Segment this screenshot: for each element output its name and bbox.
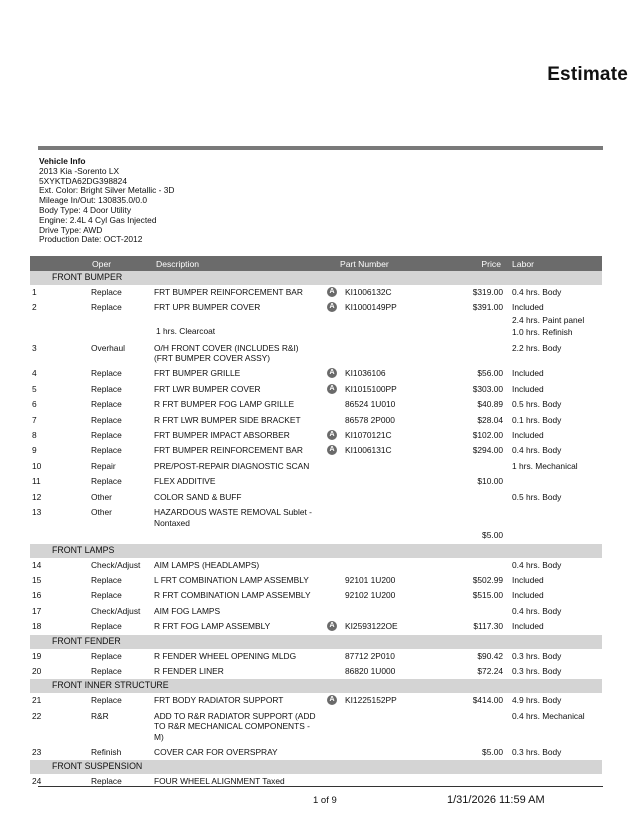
vehicle-mileage: Mileage In/Out: 130835.0/0.0: [39, 195, 148, 206]
operation: Replace: [91, 287, 122, 297]
table-row: [30, 459, 602, 474]
operation: Replace: [91, 445, 122, 456]
table-row: [30, 300, 602, 340]
description: [152, 300, 322, 340]
price: [428, 341, 505, 367]
part-number: KI1070121C: [345, 430, 392, 441]
description: R FRT LWR BUMPER SIDE BRACKET: [154, 414, 301, 425]
page-title: Estimate: [547, 64, 628, 85]
operation: Replace: [91, 776, 122, 787]
table-row: [30, 664, 602, 679]
line-number: 5: [32, 383, 37, 394]
table-row: [30, 774, 602, 789]
column-header-price: Price: [428, 256, 505, 271]
line-number: 3: [32, 342, 37, 353]
line-number: 8: [32, 430, 37, 441]
table-row: [30, 443, 602, 458]
part-number: 92101 1U200: [345, 574, 396, 585]
part-number: 86578 2P000: [345, 414, 395, 425]
line-number: 1: [32, 287, 37, 297]
price: $40.89: [477, 399, 504, 410]
line-number: 2: [32, 302, 37, 313]
line-number: 7: [32, 414, 37, 425]
section-title: FRONT SUSPENSION: [30, 760, 602, 774]
table-row: [30, 745, 602, 760]
table-row: [30, 573, 602, 588]
description: FRT LWR BUMPER COVER: [154, 383, 261, 394]
vehicle-info: [39, 157, 174, 245]
labor: Included: [512, 590, 544, 601]
labor: Included: [512, 368, 544, 379]
alt-part-icon: A: [327, 621, 337, 631]
part-number: KI1015100PP: [345, 383, 397, 394]
section-header: [30, 679, 602, 693]
labor: Included: [512, 574, 544, 585]
operation: Check/Adjust: [91, 559, 141, 570]
price: [428, 709, 505, 745]
table-row: [30, 588, 602, 603]
description: FRT BODY RADIATOR SUPPORT: [154, 695, 284, 706]
alt-part-icon: A: [327, 430, 337, 440]
column-header-description: Description: [152, 256, 322, 271]
part-number: [342, 490, 428, 505]
vehicle-vin: 5XYKTDA62DG398824: [39, 175, 127, 186]
price: [428, 459, 505, 474]
labor: 2.2 hrs. Body: [512, 342, 562, 353]
line-number: 24: [32, 776, 42, 787]
labor: 0.3 hrs. Body: [512, 665, 562, 676]
description: COLOR SAND & BUFF: [154, 491, 242, 502]
table-row: [30, 366, 602, 381]
part-number: [342, 604, 428, 619]
section-title: FRONT INNER STRUCTURE: [30, 679, 602, 693]
description: R FRT COMBINATION LAMP ASSEMBLY: [154, 590, 311, 601]
labor: 0.5 hrs. Body: [512, 491, 562, 502]
operation: Other: [91, 507, 112, 518]
description-subline: 1 hrs. Clearcoat: [156, 325, 216, 336]
labor: 0.5 hrs. Body: [512, 399, 562, 410]
alt-part-icon: A: [327, 695, 337, 705]
alt-part-icon: A: [327, 445, 337, 455]
price: $56.00: [477, 368, 504, 379]
labor: 0.4 hrs. Body: [512, 445, 562, 456]
operation: Replace: [91, 414, 122, 425]
part-number: [342, 709, 428, 745]
price: [428, 490, 505, 505]
line-number: 20: [32, 665, 42, 676]
labor: Included: [512, 621, 544, 632]
part-number: [342, 745, 428, 760]
price: [428, 558, 505, 573]
table-row: [30, 619, 602, 634]
table-row: [30, 505, 602, 543]
print-timestamp: 1/31/2026 11:59 AM: [447, 794, 545, 806]
table-row: [30, 413, 602, 428]
description: FRT BUMPER IMPACT ABSORBER: [154, 430, 290, 441]
line-number: 19: [32, 650, 42, 661]
labor: Included: [512, 383, 544, 394]
labor: [505, 774, 602, 789]
price: $303.00: [472, 383, 504, 394]
line-number: 6: [32, 399, 37, 410]
column-header-labor: Labor: [505, 256, 602, 271]
operation: Replace: [91, 621, 122, 632]
section-title: FRONT FENDER: [30, 635, 602, 649]
operation: R&R: [91, 710, 109, 721]
operation: Replace: [91, 399, 122, 410]
operation: Repair: [91, 460, 116, 471]
labor: 0.3 hrs. Body: [512, 650, 562, 661]
vehicle-drive-type: Drive Type: AWD: [39, 224, 103, 235]
description: PRE/POST-REPAIR DIAGNOSTIC SCAN: [154, 460, 310, 471]
part-number: KI1000149PP: [345, 302, 397, 313]
part-number: [342, 774, 428, 789]
labor: [505, 474, 602, 489]
section-title: FRONT LAMPS: [30, 544, 602, 558]
operation: Replace: [91, 695, 122, 706]
labor: 0.3 hrs. Body: [512, 746, 562, 757]
description: FRT BUMPER REINFORCEMENT BAR: [154, 287, 303, 297]
section-header: [30, 271, 602, 285]
part-number: [342, 558, 428, 573]
line-number: 22: [32, 710, 42, 721]
price: $502.99: [472, 574, 504, 585]
description: O/H FRONT COVER (INCLUDES R&I) (FRT BUMPER COVER ASSY): [154, 342, 299, 364]
part-number: KI1006131C: [345, 445, 392, 456]
price: $10.00: [477, 476, 504, 487]
labor-line: 2.4 hrs. Paint panel: [512, 314, 585, 325]
description: R FRT BUMPER FOG LAMP GRILLE: [154, 399, 295, 410]
description: COVER CAR FOR OVERSPRAY: [154, 746, 278, 757]
column-header-oper: Oper: [30, 256, 152, 271]
price: $102.00: [472, 430, 504, 441]
part-number: [342, 474, 428, 489]
line-number: 16: [32, 590, 42, 601]
description: AIM FOG LAMPS: [154, 605, 221, 616]
vehicle-ext-color: Ext. Color: Bright Silver Metallic - 3D: [39, 185, 175, 196]
price: $72.24: [477, 665, 504, 676]
operation: Replace: [91, 590, 122, 601]
labor: Included: [512, 430, 544, 441]
line-number: 13: [32, 507, 42, 518]
line-number: 4: [32, 368, 37, 379]
line-number: 21: [32, 695, 42, 706]
description: ADD TO R&R RADIATOR SUPPORT (ADD TO R&R MECHANICAL COMPONENTS -M): [154, 710, 316, 742]
description: R FENDER LINER: [154, 665, 224, 676]
footer-divider: [38, 786, 603, 787]
alt-part-icon: A: [327, 384, 337, 394]
price: $391.00: [472, 302, 504, 313]
alt-part-icon: A: [327, 368, 337, 378]
line-number: 17: [32, 605, 42, 616]
table-row: [30, 649, 602, 664]
part-number: KI1006132C: [345, 287, 392, 297]
line-number: 10: [32, 460, 42, 471]
description-text: FRT UPR BUMPER COVER: [154, 302, 261, 313]
table-header: [30, 256, 602, 271]
price: [428, 505, 505, 543]
vehicle-body-type: Body Type: 4 Door Utility: [39, 204, 132, 215]
operation: Replace: [91, 650, 122, 661]
part-number: [342, 341, 428, 367]
price: $294.00: [472, 445, 504, 456]
line-number: 14: [32, 559, 42, 570]
price: $414.00: [472, 695, 504, 706]
part-number: 87712 2P010: [345, 650, 395, 661]
labor: 0.4 hrs. Body: [512, 559, 562, 570]
price: [428, 774, 505, 789]
operation: Other: [91, 491, 112, 502]
operation: Replace: [91, 302, 122, 313]
operation: Overhaul: [91, 342, 125, 353]
description: R FENDER WHEEL OPENING MLDG: [154, 650, 297, 661]
table-row: [30, 558, 602, 573]
part-number: [342, 459, 428, 474]
vehicle-year-model: 2013 Kia -Sorento LX: [39, 165, 120, 176]
table-row: [30, 397, 602, 412]
line-number: 15: [32, 574, 42, 585]
column-header-part-number: Part Number: [322, 256, 428, 271]
operation: Check/Adjust: [91, 605, 141, 616]
part-number: KI2593122OE: [345, 621, 398, 632]
operation: Replace: [91, 430, 122, 441]
description: R FRT FOG LAMP ASSEMBLY: [154, 621, 271, 632]
sublet-price: $5.00: [482, 530, 504, 541]
section-header: [30, 544, 602, 558]
labor: [505, 300, 602, 340]
part-number: [342, 505, 428, 543]
vehicle-production-date: Production Date: OCT-2012: [39, 234, 143, 245]
operation: Refinish: [91, 746, 122, 757]
price: [428, 604, 505, 619]
labor-line: 1.0 hrs. Refinish: [512, 327, 573, 338]
part-number: 86524 1U010: [345, 399, 396, 410]
section-header: [30, 760, 602, 774]
section-header: [30, 635, 602, 649]
header-divider: [38, 146, 603, 150]
part-number: KI1225152PP: [345, 695, 397, 706]
operation: Replace: [91, 476, 122, 487]
line-number: 12: [32, 491, 42, 502]
labor: 0.4 hrs. Mechanical: [512, 710, 585, 721]
price: $117.30: [473, 621, 504, 632]
labor: 1 hrs. Mechanical: [512, 460, 578, 471]
table-row: [30, 341, 602, 367]
operation: Replace: [91, 574, 122, 585]
table-row: [30, 474, 602, 489]
line-number: 9: [32, 445, 37, 456]
description: FRT BUMPER REINFORCEMENT BAR: [154, 445, 303, 456]
vehicle-engine: Engine: 2.4L 4 Cyl Gas Injected: [39, 214, 157, 225]
operation: Replace: [91, 368, 122, 379]
price: $90.42: [477, 650, 504, 661]
labor: 0.1 hrs. Body: [512, 414, 562, 425]
price: $5.00: [482, 746, 504, 757]
page-number: 1 of 9: [313, 795, 337, 806]
alt-part-icon: A: [327, 302, 337, 312]
part-number: 92102 1U200: [345, 590, 396, 601]
line-number: 11: [32, 476, 41, 487]
description: FOUR WHEEL ALIGNMENT Taxed: [154, 776, 285, 787]
price: $319.00: [472, 287, 504, 297]
operation: Replace: [91, 383, 122, 394]
line-number: 18: [32, 621, 42, 632]
operation: Replace: [91, 665, 122, 676]
price: $28.04: [477, 414, 504, 425]
vehicle-info-heading: Vehicle Info: [39, 156, 86, 166]
section-title: FRONT BUMPER: [30, 271, 602, 285]
table-row: [30, 604, 602, 619]
description: FLEX ADDITIVE: [154, 476, 216, 487]
description: FRT BUMPER GRILLE: [154, 368, 241, 379]
estimate-table: [30, 256, 602, 790]
description: L FRT COMBINATION LAMP ASSEMBLY: [154, 574, 309, 585]
table-row: [30, 693, 602, 708]
table-row: [30, 490, 602, 505]
description: HAZARDOUS WASTE REMOVAL Sublet - Nontaxed: [154, 507, 312, 528]
description: AIM LAMPS (HEADLAMPS): [154, 559, 260, 570]
table-row: [30, 709, 602, 745]
labor: 0.4 hrs. Body: [512, 287, 562, 297]
table-row: [30, 285, 602, 300]
price: $515.00: [472, 590, 504, 601]
alt-part-icon: A: [327, 287, 337, 297]
labor-line: Included: [512, 302, 544, 313]
line-number: 23: [32, 746, 42, 757]
table-row: [30, 382, 602, 397]
labor: 0.4 hrs. Body: [512, 605, 562, 616]
labor: [505, 505, 602, 543]
table-row: [30, 428, 602, 443]
labor: 4.9 hrs. Body: [512, 695, 562, 706]
part-number: KI1036106: [345, 368, 386, 379]
part-number: 86820 1U000: [345, 665, 396, 676]
